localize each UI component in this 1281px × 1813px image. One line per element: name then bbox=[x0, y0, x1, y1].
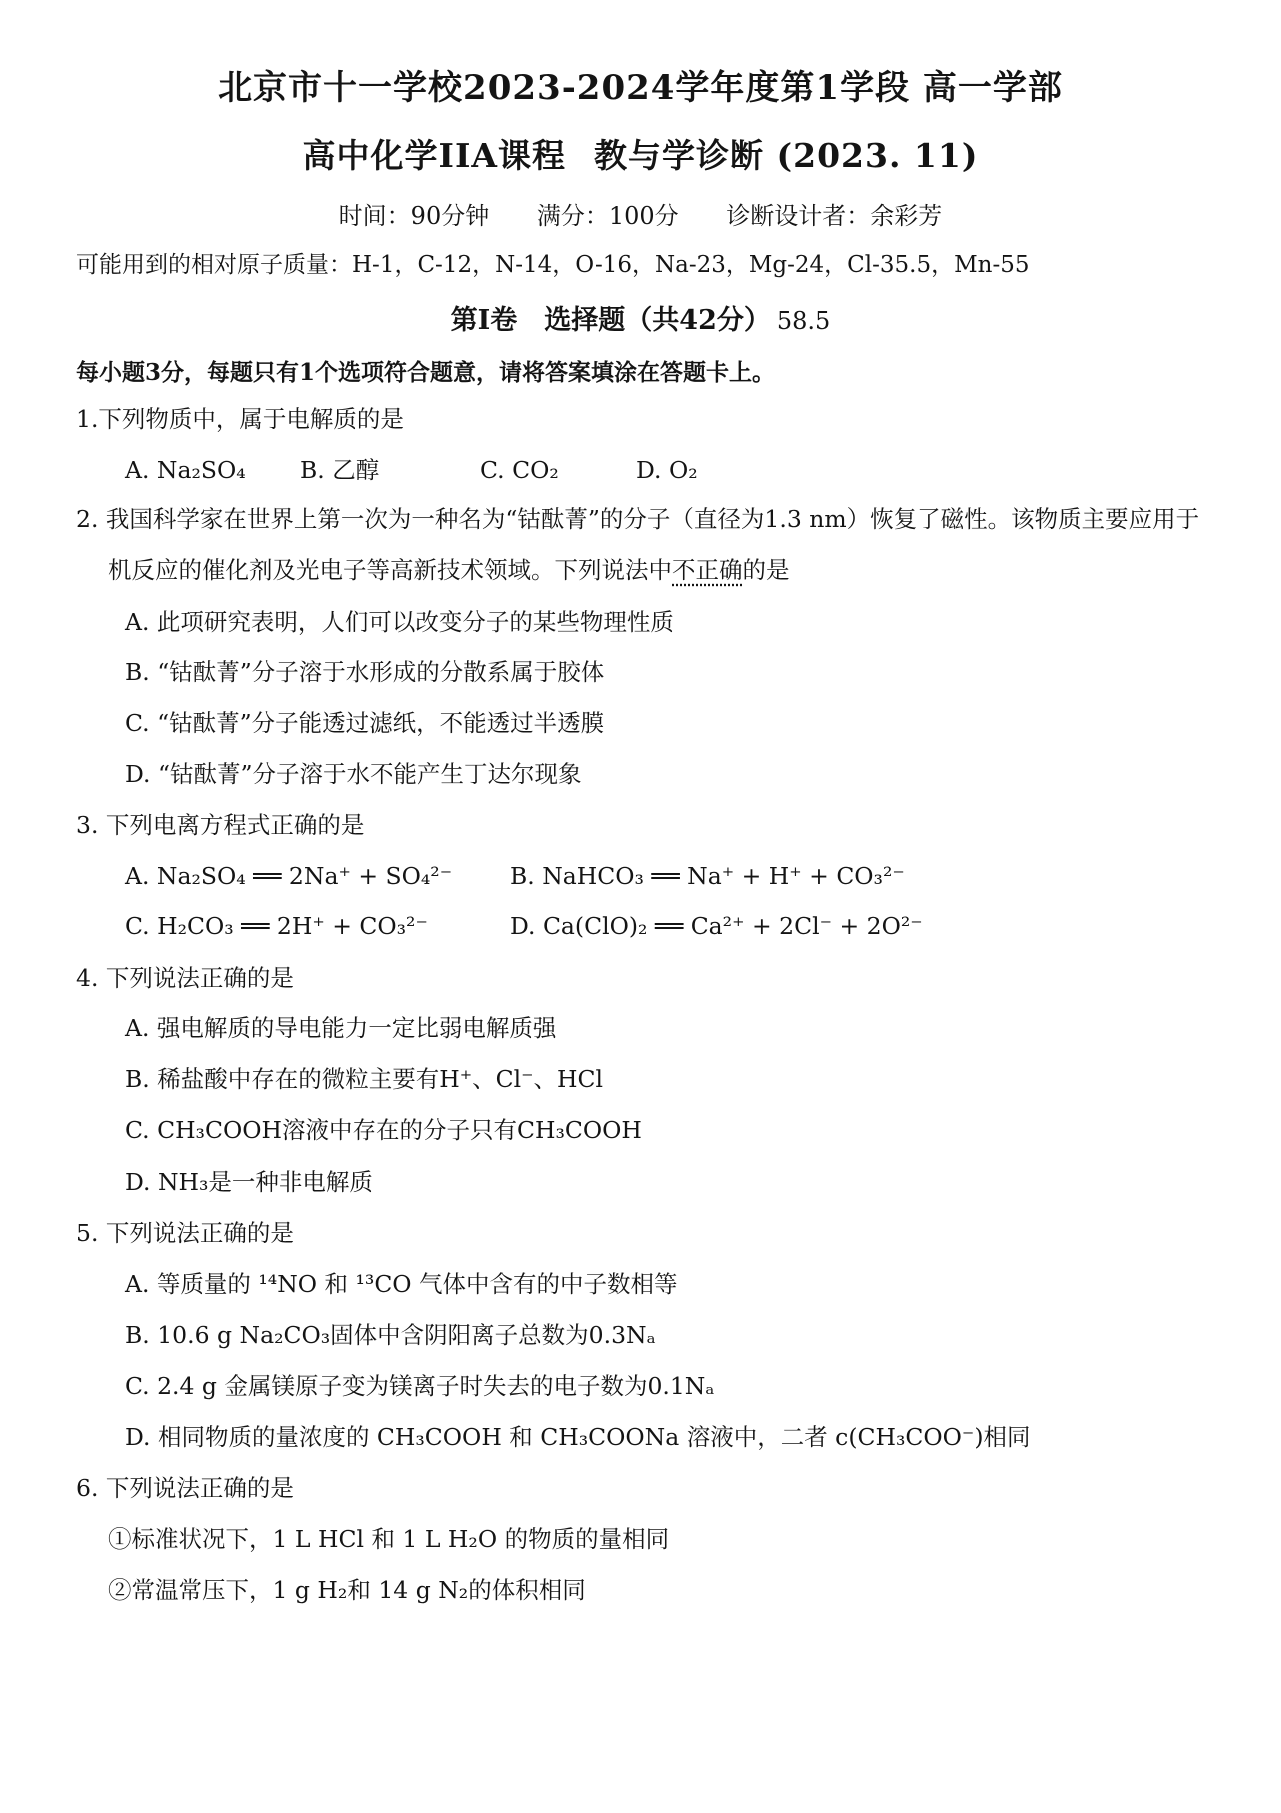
q4-option-b: B. 稀盐酸中存在的微粒主要有H⁺、Cl⁻、HCl bbox=[125, 1065, 603, 1093]
q2-stem-line2 bbox=[108, 555, 790, 585]
q6-stem: 6. 下列说法正确的是 bbox=[76, 1474, 294, 1502]
q1-option-a: A. Na₂SO₄ bbox=[125, 456, 246, 484]
q1-stem: 1.下列物质中，属于电解质的是 bbox=[76, 405, 404, 433]
q3-option-a: A. Na₂SO₄ ══ 2Na⁺ + SO₄²⁻ bbox=[125, 862, 453, 890]
q5-option-a: A. 等质量的 ¹⁴NO 和 ¹³CO 气体中含有的中子数相等 bbox=[125, 1270, 678, 1298]
q4-option-c: C. CH₃COOH溶液中存在的分子只有CH₃COOH bbox=[125, 1116, 642, 1144]
q5-option-d: D. 相同物质的量浓度的 CH₃COOH 和 CH₃COONa 溶液中，二者 c(CH₃COO⁻)相同 bbox=[125, 1423, 1031, 1451]
q2-stem-end: 的是 bbox=[742, 556, 790, 584]
q3-option-d: D. Ca(ClO)₂ ══ Ca²⁺ + 2Cl⁻ + 2O²⁻ bbox=[510, 912, 923, 940]
section-heading: 第I卷 选择题（共42分） bbox=[450, 305, 771, 336]
q1-option-c: C. CO₂ bbox=[480, 456, 559, 484]
q6-item-1: ①标准状况下，1 L HCl 和 1 L H₂O 的物质的量相同 bbox=[108, 1525, 670, 1553]
q6-item-2: ②常温常压下，1 g H₂和 14 g N₂的体积相同 bbox=[108, 1576, 586, 1604]
q5-option-c: C. 2.4 g 金属镁原子变为镁离子时失去的电子数为0.1Nₐ bbox=[125, 1372, 715, 1400]
q3-option-b: B. NaHCO₃ ══ Na⁺ + H⁺ + CO₃²⁻ bbox=[510, 862, 905, 890]
q5-stem: 5. 下列说法正确的是 bbox=[76, 1219, 294, 1247]
q2-option-c: C. “钴酞菁”分子能透过滤纸，不能透过半透膜 bbox=[125, 709, 605, 737]
exam-time: 时间：90分钟 bbox=[338, 202, 490, 230]
atomic-masses: 可能用到的相对原子质量：H-1，C-12，N-14，O-16，Na-23，Mg-24，Cl-35.5，Mn-55 bbox=[76, 252, 1030, 278]
exam-designer: 诊断设计者：余彩芳 bbox=[726, 202, 943, 230]
handwritten-note: 58.5 bbox=[776, 307, 831, 335]
q2-stem-line1: 2. 我国科学家在世界上第一次为一种名为“钴酞菁”的分子（直径为1.3 nm）恢复了磁性。该物质主要应用于 bbox=[76, 505, 1200, 533]
q1-option-b: B. 乙醇 bbox=[300, 456, 380, 484]
q2-option-a: A. 此项研究表明，人们可以改变分子的某些物理性质 bbox=[125, 608, 674, 636]
diagnosis-date: 教与学诊断 (2023. 11) bbox=[594, 136, 979, 175]
q4-option-a: A. 强电解质的导电能力一定比弱电解质强 bbox=[125, 1014, 557, 1042]
exam-title: 北京市十一学校2023-2024学年度第1学段 高一学部 bbox=[218, 68, 1063, 108]
q4-option-d: D. NH₃是一种非电解质 bbox=[125, 1168, 373, 1196]
exam-subtitle bbox=[0, 130, 1281, 177]
exam-score: 满分：100分 bbox=[536, 202, 679, 230]
q4-stem: 4. 下列说法正确的是 bbox=[76, 964, 294, 992]
section-title bbox=[0, 298, 1281, 337]
q2-option-b: B. “钴酞菁”分子溶于水形成的分散系属于胶体 bbox=[125, 658, 605, 686]
q2-stem-emphasis: 不正确 bbox=[672, 556, 743, 584]
q3-option-c: C. H₂CO₃ ══ 2H⁺ + CO₃²⁻ bbox=[125, 912, 428, 940]
q1-option-d: D. O₂ bbox=[636, 456, 698, 484]
instructions: 每小题3分，每题只有1个选项符合题意，请将答案填涂在答题卡上。 bbox=[76, 359, 776, 386]
exam-meta bbox=[0, 196, 1281, 231]
q2-stem-part: 机反应的催化剂及光电子等高新技术领域。下列说法中 bbox=[108, 556, 672, 584]
q3-stem: 3. 下列电离方程式正确的是 bbox=[76, 811, 365, 839]
course-name: 高中化学IIA课程 bbox=[302, 136, 566, 175]
q2-option-d: D. “钴酞菁”分子溶于水不能产生丁达尔现象 bbox=[125, 760, 582, 788]
q5-option-b: B. 10.6 g Na₂CO₃固体中含阴阳离子总数为0.3Nₐ bbox=[125, 1321, 656, 1349]
